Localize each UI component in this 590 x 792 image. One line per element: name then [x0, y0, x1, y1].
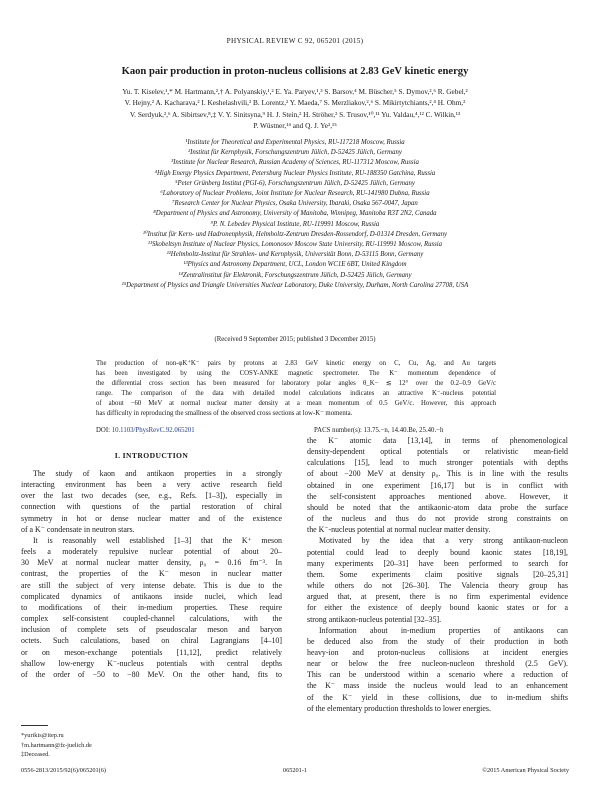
footer-copyright: ©2015 American Physical Society: [482, 767, 569, 774]
text-line: complicated dynamics of antikaons inside nuclei, which lead: [21, 591, 282, 601]
text-line: the K⁻ mass inside the nucleus would lead to an enhancement: [307, 681, 568, 691]
footnotes: [21, 731, 282, 760]
footer-page-number: 065201-1: [282, 767, 308, 774]
page-footer: [21, 767, 569, 774]
abstract-line: of about −60 MeV at normal nuclear matter density at a mean momentum of 0.5 GeV/c. However, this approach: [96, 400, 496, 408]
author-line: V. Hejny,² A. Kacharava,² I. Keshelashvili,² B. Lorentz,² Y. Maeda,⁷ S. Merzliakov,²,⁶ S. Mikirtytchiants,²,⁴ H. Ohm,²: [124, 98, 466, 108]
text-line: calculations [15], lead to much stronger potentials with depths: [307, 458, 568, 468]
affiliation: ⁸Department of Physics and Astronomy, University of Manitoba, Winnipeg, Manitoba R3T 2N2, Canada: [153, 210, 437, 218]
affiliation: ⁴High Energy Physics Department, Petersburg Nuclear Physics Institute, RU-188350 Gatchina, Russia: [154, 169, 436, 177]
affiliation: ⁶Laboratory of Nuclear Problems, Joint Institute for Nuclear Research, RU-141980 Dubna, Russia: [160, 190, 430, 198]
footnote: *yurikis@itep.ru: [21, 732, 64, 739]
abstract-line: the differential cross section has been measured for laboratory polar angles θ_K− ≲ 12° over the 0.2–0.9 GeV/c: [96, 380, 496, 388]
text-line: of about −200 MeV at density ρ₀. This is in line with the results: [307, 469, 568, 479]
abstract-line: range. The comparison of the data with detailed model calculations indicates an attractive K⁻-nucleus potential: [96, 390, 496, 398]
text-line: connection with questions of the partial restoration of chiral: [21, 502, 282, 512]
right-column: [307, 435, 568, 714]
abstract-line: The production of non-φK⁺K⁻ pairs by protons at 2.83 GeV kinetic energy on C, Cu, Ag, and Au targets: [96, 360, 496, 367]
text-line: The study of kaon and antikaon properties in a strongly: [33, 469, 282, 478]
affiliation: ¹³Physics and Astronomy Department, UCL, London WC1E 6BT, United Kingdom: [183, 261, 407, 269]
affiliation: ⁷Research Center for Nuclear Physics, Osaka University, Ibaraki, Osaka 567-0047, Japan: [172, 200, 418, 208]
text-line: strong antikaon-nucleus potential [32–35].: [307, 614, 442, 624]
text-line: contrast, the properties of the K⁻ meson in nuclear matter: [21, 569, 282, 579]
text-line: symmetry in hot or dense nuclear matter and of the existence: [21, 513, 282, 523]
journal-header: PHYSICAL REVIEW C 92, 065201 (2015): [226, 37, 364, 45]
text-line: inclusion of complete sets of pseudoscalar meson and baryon: [21, 625, 282, 635]
affiliation: ¹Institute for Theoretical and Experimental Physics, RU-117218 Moscow, Russia: [185, 139, 405, 146]
doi-link[interactable]: 10.1103/PhysRevC.92.065201: [111, 427, 195, 434]
affiliation: ⁹P. N. Lebedev Physical Institute, RU-119991 Moscow, Russia: [210, 220, 380, 228]
affiliation: ²Institut für Kernphysik, Forschungszentrum Jülich, D-52425 Jülich, Germany: [188, 149, 402, 157]
text-line: near or below the free nucleon-nucleon threshold (2.5 GeV).: [307, 659, 568, 669]
text-line: to modifications of their in-medium properties. These require: [21, 602, 282, 612]
pacs-numbers: PACS number(s): 13.75.−n, 14.40.Be, 25.40.−h: [314, 427, 444, 434]
author-line: P. Wüstner,¹⁴ and Q. J. Ye²,¹⁵: [253, 121, 337, 131]
footnote-divider: [21, 725, 48, 726]
text-line: are still the subject of very intense debate. This is due to the: [21, 580, 282, 590]
doi-label: DOI:: [96, 427, 110, 434]
text-line: or on meson-exchange potentials [11,12], predict relatively: [21, 647, 282, 657]
received-date: (Received 9 September 2015; published 3 December 2015): [214, 336, 376, 343]
affiliation: ³Institute for Nuclear Research, Russian Academy of Sciences, RU-117312 Moscow, Russia: [171, 159, 419, 167]
abstract-line: has been investigated by using the COSY-ANKE magnetic spectrometer. The K⁻ momentum dependence of: [96, 370, 496, 378]
text-line: should be noted that the antikaonic-atom data probe the surface: [307, 502, 568, 512]
text-line: of a K⁻ condensate in neutron stars.: [21, 524, 135, 534]
author-list: [40, 86, 550, 132]
doi-pacs-line: [96, 427, 496, 434]
text-line: of the K⁻ yield in these collisions, due to in-medium shifts: [307, 692, 568, 702]
text-line: many experiments [20–31] have been performed to search for: [307, 558, 568, 568]
text-line: argued that, at present, there is no firm experimental evidence: [307, 592, 568, 602]
affiliation: ⁵Peter Grünberg Institut (PGI-6), Forschungszentrum Jülich, D-52425 Jülich, Germany: [175, 179, 415, 187]
footnote: ‡Deceased.: [21, 751, 50, 759]
paper-title: Kaon pair production in proton-nucleus collisions at 2.83 GeV kinetic energy: [121, 66, 469, 77]
author-line: Yu. T. Kiselev,¹,* M. Hartmann,²,† A. Polyanskiy,¹,² E. Ya. Paryev,¹,³ S. Barsov,⁴ M. Büscher,⁵ S. Dymov,²,⁶ R. Gebel,²: [122, 87, 468, 96]
text-line: octets. Such calculations, based on chiral Lagrangians [4–10]: [21, 636, 282, 646]
text-line: for either the existence of deeply bound kaonic states or for a: [307, 603, 568, 613]
affiliation: ¹⁰Institut für Kern- und Hadronenphysik, Helmholtz-Zentrum Dresden-Rossendorf, D-01314 Dresden, Germany: [142, 230, 448, 238]
affiliation: ¹¹Skobeltsyn Institute of Nuclear Physics, Lomonosov Moscow State University, RU-119991 Moscow, Russia: [147, 241, 443, 249]
footer-issn: 0556-2813/2015/92(6)/065201(6): [21, 767, 106, 774]
text-line: potential could lead to deeply bound kaonic states [18,19],: [307, 547, 568, 557]
text-line: feels a moderately repulsive nuclear potential of about 20–: [21, 547, 282, 557]
text-line: shallow low-energy K⁻-nucleus potentials with central depths: [21, 658, 282, 668]
text-line: obtained in one experiment [16,17] but is in conflict with: [307, 480, 568, 490]
text-line: of the nucleus and thus do not provide strong constraints on: [307, 514, 568, 524]
text-line: density-dependent optical potentials or relativistic mean-field: [307, 447, 568, 457]
text-line: complex self-consistent coupled-channel calculations, with the: [21, 614, 282, 624]
text-line: them. Some experiments claim positive signals [20–25,31]: [307, 569, 568, 579]
abstract: [96, 359, 496, 420]
text-line: Information about in-medium properties of antikaons can: [319, 625, 568, 635]
affiliation: ¹⁵Department of Physics and Triangle Universities Nuclear Laboratory, Duke University, Durham, North Carolina 27708, USA: [121, 281, 469, 289]
text-line: Motivated by the idea that a very strong antikaon-nucleon: [319, 536, 568, 546]
left-column: [21, 468, 282, 680]
footnote: †m.hartmann@fz-juelich.de: [21, 741, 92, 749]
text-line: 30 MeV at normal nuclear matter density, ρ₀ = 0.16 fm⁻³. In: [21, 558, 282, 568]
abstract-line: has difficulty in reproducing the smallness of the observed cross sections at low-K⁻ momenta.: [96, 410, 353, 418]
text-line: This can be understood within a scenario where a reduction of: [307, 670, 568, 680]
author-line: V. Serdyuk,²,⁶ A. Sibirtsev,⁸,‡ V. Y. Sinitsyna,⁹ H. J. Stein,² H. Ströher,² S. Trusov,¹⁰,¹¹ Yu. Valdau,⁴,¹² C. Wilkin,¹³: [129, 109, 461, 119]
text-line: interacting environment has been a very active research field: [21, 480, 282, 490]
text-line: the K⁻-nucleus potential at normal nuclear matter density.: [307, 525, 491, 535]
text-line: over the last two decades (see, e.g., Refs. [1–3]), especially in: [21, 491, 282, 501]
text-line: while others do not [26–30]. The Valencia theory group has: [307, 581, 568, 591]
text-line: It is reasonably well established [1–3] that the K⁺ meson: [33, 535, 282, 545]
text-line: of the order of −50 to −80 MeV. On the other hand, fits to: [21, 669, 282, 679]
affiliation: ¹²Helmholtz-Institut für Strahlen- und Kernphysik, Universität Bonn, D-53115 Bonn, Germany: [166, 251, 424, 259]
affiliation: ¹⁴Zentralinstitut für Elektronik, Forschungszentrum Jülich, D-52425 Jülich, Germany: [178, 271, 412, 279]
text-line: be deduced also from the study of their production in both: [307, 636, 568, 646]
section-heading: I. INTRODUCTION: [114, 451, 189, 460]
text-line: of the elementary production thresholds to lower energies.: [307, 703, 491, 713]
text-line: heavy-ion and proton-nucleus collisions at incident energies: [307, 647, 568, 657]
text-line: the K⁻ atomic data [13,14], in terms of phenomenological: [307, 436, 568, 445]
affiliation-list: [40, 138, 550, 291]
text-line: the self-consistent approaches mentioned above. However, it: [307, 491, 568, 501]
